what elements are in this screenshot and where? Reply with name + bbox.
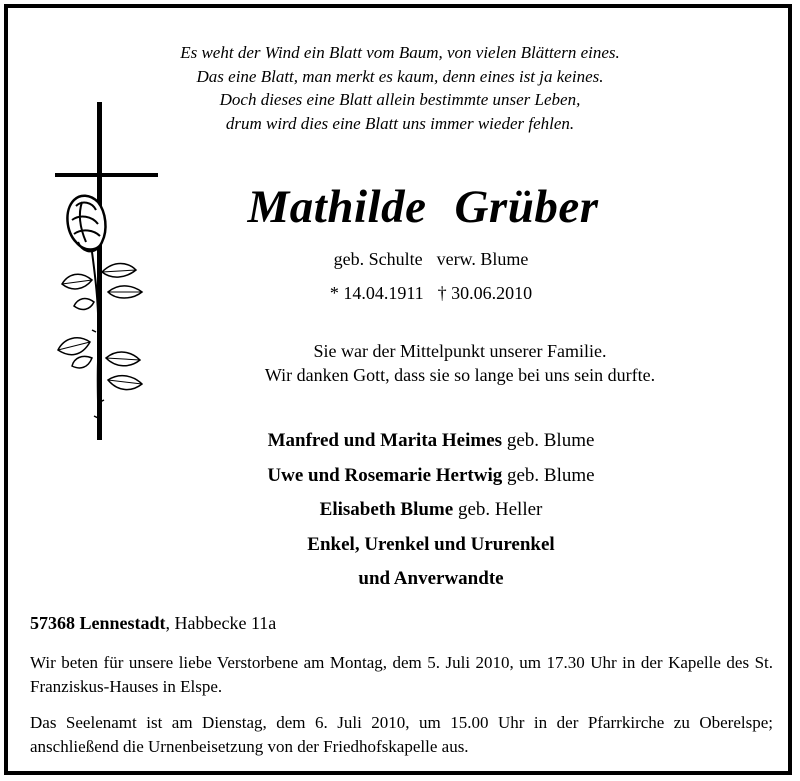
mourner-note: geb. Blume (506, 464, 595, 486)
mourner-name: Uwe und Rosemarie Hertwig (267, 464, 503, 486)
death-date: † 30.06.2010 (437, 283, 533, 303)
mourner-name: und Anverwandte (358, 568, 504, 589)
poem-line: Doch dieses eine Blatt allein bestimmte unser Leben, (219, 90, 581, 109)
requiem-announcement: Das Seelenamt ist am Dienstag, dem 6. Juli 2010, um 15.00 Uhr in der Pfarrkirche zu Oberelspe; anschließend die Urnenbeisetzung von der Friedhofskapelle aus. (30, 713, 773, 756)
mourner-name: Elisabeth Blume (319, 499, 454, 520)
cross-with-rose-icon (52, 102, 160, 442)
mourner-name: Manfred und Marita Heimes (267, 430, 503, 451)
deceased-name (0, 180, 800, 234)
mourner-entry (0, 459, 800, 494)
address-city: 57368 Lennestadt (30, 613, 166, 633)
born-as: geb. Schulte (333, 249, 423, 269)
tribute-text (0, 339, 800, 387)
birth-date: * 14.04.1911 (329, 283, 424, 303)
memorial-poem (0, 41, 800, 135)
poem-line: Das eine Blatt, man merkt es kaum, denn eines ist ja keines. (196, 66, 604, 86)
service-announcement: Wir beten für unsere liebe Verstorbene am Montag, dem 5. Juli 2010, um 17.30 Uhr in der Kapelle des St. Franziskus-Hauses in Elspe. (30, 653, 773, 696)
poem-line: drum wird dies eine Blatt uns immer wieder fehlen. (225, 113, 575, 133)
tribute-line: Wir danken Gott, dass sie so lange bei uns sein durfte. (264, 365, 656, 385)
mourner-entry (0, 528, 800, 563)
mourner-entry (0, 424, 800, 459)
first-name: Mathilde (247, 181, 427, 233)
last-name: Grüber (454, 181, 599, 233)
mourner-entry (0, 493, 800, 528)
life-dates (0, 283, 800, 304)
widowed-name: verw. Blume (436, 249, 529, 269)
mourner-entry (0, 562, 800, 597)
address-street: Habbecke 11a (174, 613, 277, 633)
mourners-list (0, 424, 800, 597)
poem-line: Es weht der Wind ein Blatt vom Baum, von vielen Blättern eines. (180, 43, 620, 62)
maiden-names (0, 249, 800, 270)
mourner-name: Enkel, Urenkel und Ururenkel (307, 533, 555, 555)
address: 57368 Lennestadt, Habbecke 11a (30, 613, 277, 633)
mourner-note: geb. Heller (457, 499, 543, 520)
tribute-line: Sie war der Mittelpunkt unserer Familie. (313, 341, 607, 361)
mourner-note: geb. Blume (506, 430, 595, 451)
